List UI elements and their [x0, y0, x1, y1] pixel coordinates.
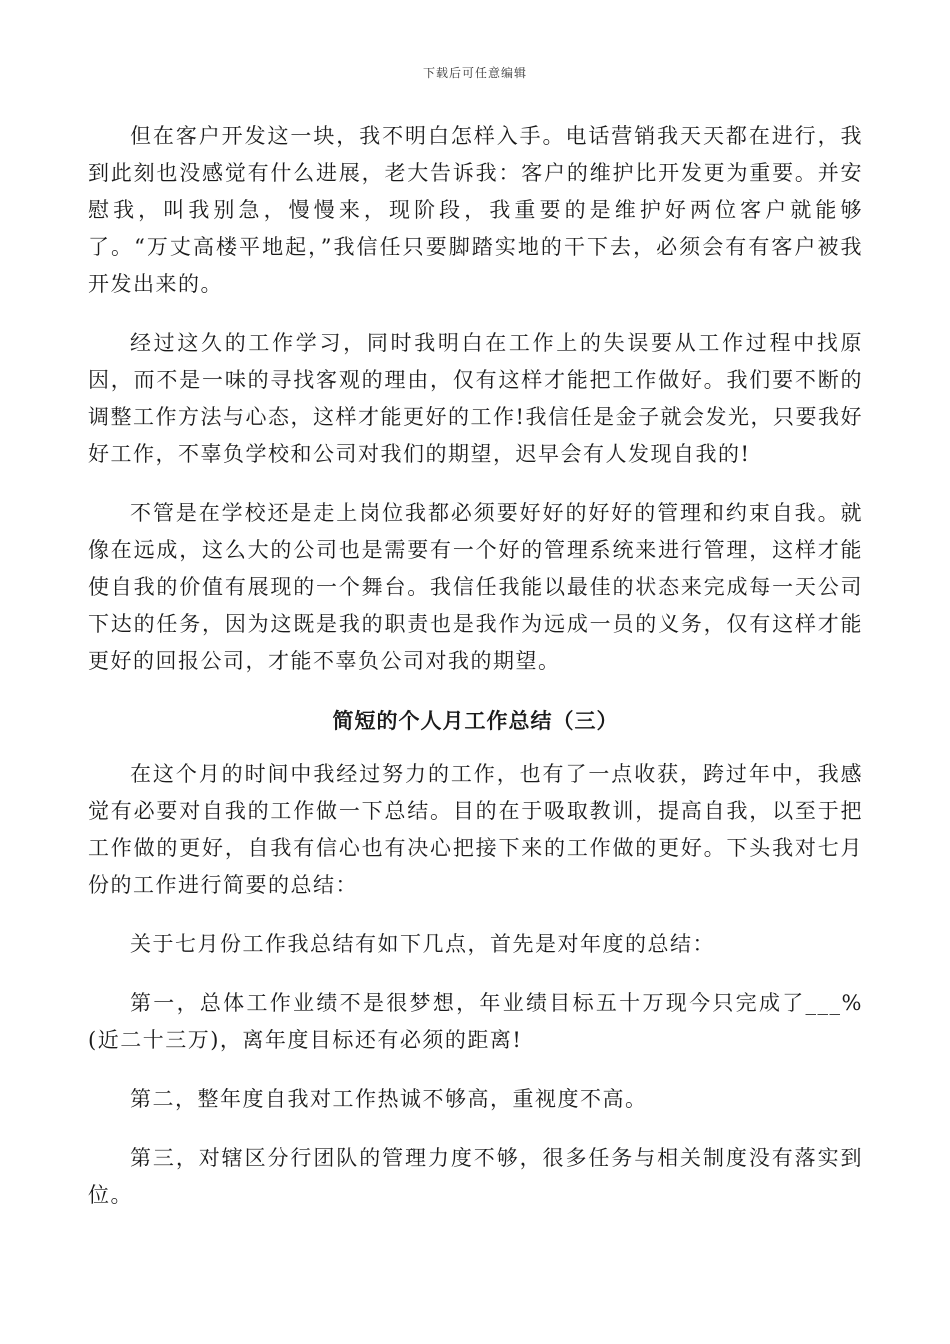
paragraph-point-two: 第二，整年度自我对工作热诚不够高，重视度不高。: [130, 1087, 648, 1111]
section-title: 简短的个人月工作总结（三）: [332, 708, 619, 733]
paragraph-point-one: 第一，总体工作业绩不是很梦想，年业绩目标五十万现今只完成了___%(近二十三万)，离年度目标还有必须的距离!: [88, 991, 863, 1052]
document-body: [88, 118, 863, 1214]
paragraph-self-management: 不管是在学校还是走上岗位我都必须要好好的好好的管理和约束自我。就像在远成，这么大的公司也是需要有一个好的管理系统来进行管理，这样才能使自我的价值有展现的一个舞台。我信任我能以最佳的状态来完成每一天公司下达的任务，因为这既是我的职责也是我作为远成一员的义务，仅有这样才能更好的回报公司，才能不辜负公司对我的期望。: [88, 501, 863, 673]
paragraph-customer-development: 但在客户开发这一块，我不明白怎样入手。电话营销我天天都在进行，我到此刻也没感觉有什么进展，老大告诉我：客户的维护比开发更为重要。并安慰我，叫我别急，慢慢来，现阶段，我重要的是维护好两位客户就能够了。“万丈高楼平地起，”我信任只要脚踏实地的干下去，必须会有有客户被我开发出来的。: [88, 124, 863, 296]
paragraph-work-study: 经过这久的工作学习，同时我明白在工作上的失误要从工作过程中找原因，而不是一味的寻找客观的理由，仅有这样才能把工作做好。我们要不断的调整工作方法与心态，这样才能更好的工作!我信任是金子就会发光，只要我好好工作，不辜负学校和公司对我们的期望，迟早会有人发现自我的!: [88, 331, 863, 466]
paragraph-summary-points-intro: 关于七月份工作我总结有如下几点，首先是对年度的总结：: [130, 932, 715, 956]
paragraph-month-summary-intro: 在这个月的时间中我经过努力的工作，也有了一点收获，跨过年中，我感觉有必要对自我的工作做一下总结。目的在于吸取教训，提高自我，以至于把工作做的更好，自我有信心也有决心把接下来的工作做的更好。下头我对七月份的工作进行简要的总结：: [88, 762, 863, 897]
paragraph-point-three: 第三，对辖区分行团队的管理力度不够，很多任务与相关制度没有落实到位。: [88, 1146, 863, 1207]
page-header-note: 下载后可任意编辑: [422, 66, 527, 80]
